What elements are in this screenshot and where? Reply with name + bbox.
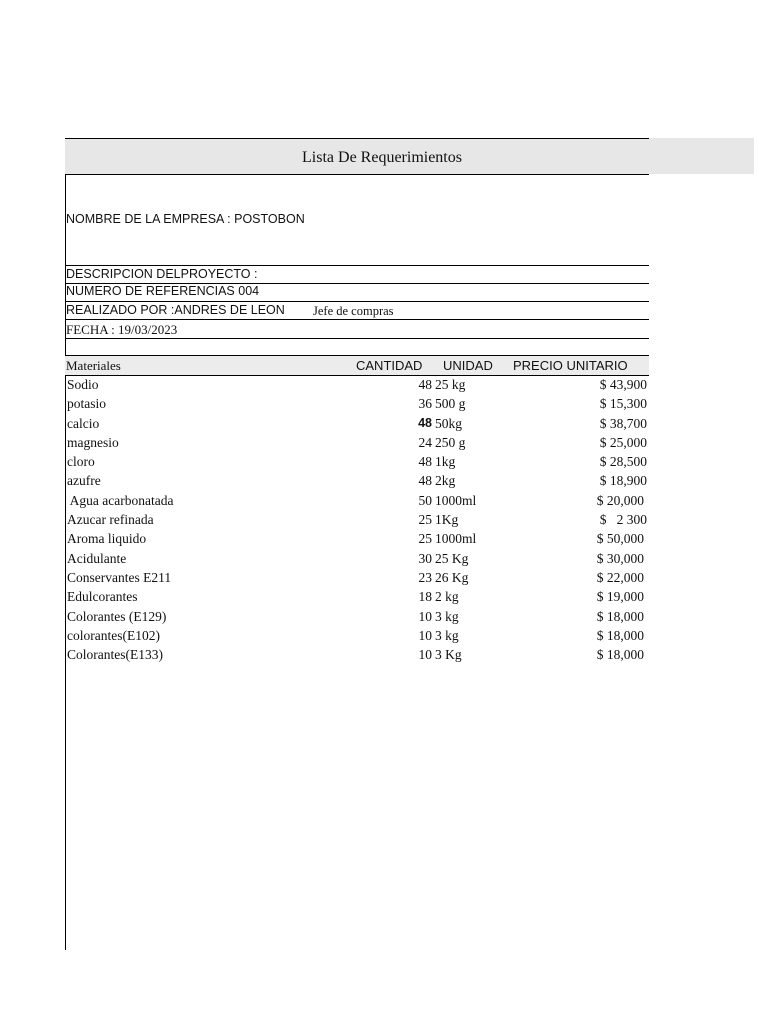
table-row: Acidulante 30 25 Kg $ 30,000 bbox=[67, 550, 644, 566]
table-row: Sodio 48 25 kg $ 43,900 bbox=[67, 377, 647, 392]
table-row: potasio 36 500 g $ 15,300 bbox=[67, 396, 647, 412]
title-band bbox=[65, 138, 754, 174]
table-row: Colorantes(E133) 10 3 Kg $ 18,000 bbox=[67, 647, 644, 663]
header-unidad: UNIDAD bbox=[443, 358, 493, 373]
divider bbox=[65, 319, 649, 320]
header-cantidad: CANTIDAD bbox=[356, 358, 423, 373]
divider bbox=[65, 174, 649, 175]
table-row: Agua acarbonatada 50 1000ml $ 20,000 bbox=[67, 492, 644, 508]
table-row: calcio 48 50kg $ 38,700 bbox=[67, 415, 647, 431]
divider bbox=[65, 265, 649, 266]
date: FECHA : 19/03/2023 bbox=[66, 322, 178, 337]
table-row: Aroma liquido 25 1000ml $ 50,000 bbox=[67, 531, 644, 547]
job-title: Jefe de compras bbox=[313, 304, 394, 318]
table-row: colorantes(E102) 10 3 kg $ 18,000 bbox=[67, 627, 644, 643]
reference-number: NUMERO DE REFERENCIAS 004 bbox=[66, 284, 260, 298]
table-row: cloro 48 1kg $ 28,500 bbox=[67, 454, 647, 470]
prepared-by: REALIZADO POR :ANDRES DE LEON bbox=[66, 303, 285, 317]
header-materiales: Materiales bbox=[66, 358, 121, 373]
materials-table bbox=[0, 376, 768, 665]
table-row: azufre 48 2kg $ 18,900 bbox=[67, 473, 647, 489]
table-row: magnesio 24 250 g $ 25,000 bbox=[67, 434, 647, 450]
company-name: NOMBRE DE LA EMPRESA : POSTOBON bbox=[66, 212, 305, 226]
header-precio: PRECIO UNITARIO bbox=[513, 358, 628, 373]
divider bbox=[65, 301, 649, 302]
page-title: Lista De Requerimientos bbox=[302, 149, 462, 166]
table-row: Edulcorantes 18 2 kg $ 19,000 bbox=[67, 589, 644, 605]
table-row: Colorantes (E129) 10 3 kg $ 18,000 bbox=[67, 608, 644, 624]
table-row: Azucar refinada 25 1Kg $ 2 300 bbox=[67, 512, 647, 528]
project-description: DESCRIPCION DELPROYECTO : bbox=[66, 267, 258, 281]
divider bbox=[65, 338, 649, 339]
table-row: Conservantes E211 23 26 Kg $ 22,000 bbox=[67, 569, 644, 585]
